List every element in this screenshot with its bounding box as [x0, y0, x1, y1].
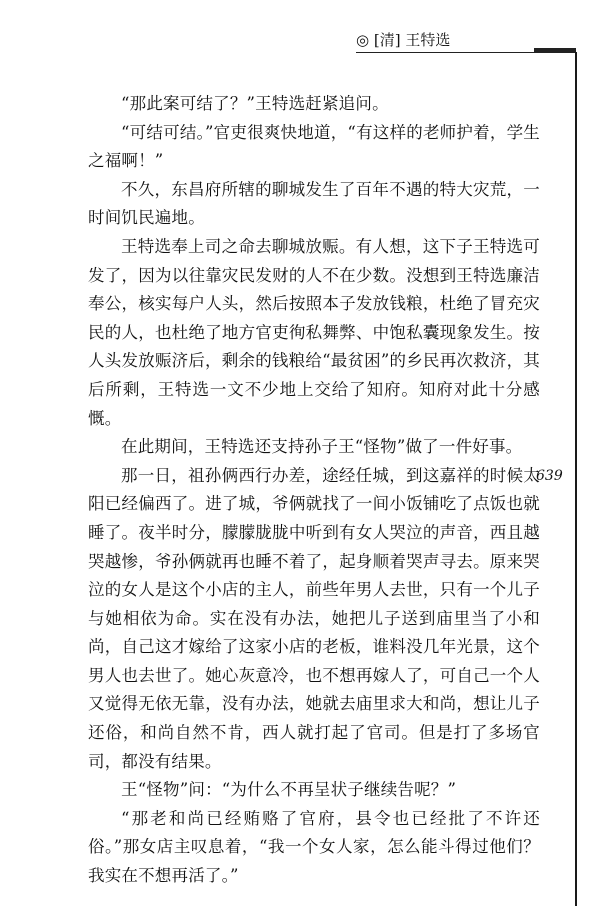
paragraph: “那此案可结了？”王特选赶紧追问。 — [121, 94, 389, 113]
header-rule-bar — [534, 48, 576, 53]
paragraph: 在此期间，王特选还支持孙子王“怪物”做了一件好事。 — [121, 437, 523, 457]
paragraph: “可结可结。”官吏很爽快地道，“有这样的老师护着，学生之福啊！” — [88, 122, 540, 171]
header-rule — [356, 52, 534, 53]
running-header — [356, 30, 576, 52]
page-number: 639 — [536, 468, 563, 484]
paragraph: “那老和尚已经贿赂了官府，县令也已经批了不许还俗。”那女店主叹息着，“我一个女人家，怎么能斗得过他们？我实在不想再活了。” — [88, 808, 540, 886]
paragraph: 王特选奉上司之命去聊城放赈。有人想，这下子王特选可发了，因为以往靠灾民发财的人不在少数。没想到王特选廉洁奉公，核实每户人头，然后按照本子发放钱粮，杜绝了冒充灾民的人，也杜绝了地方官吏徇私舞弊、中饱私囊现象发生。按人头发放赈济后，剩余的钱粮给“最贫困”的乡民再次救济，其后所剩，王特选一文不少地上交给了知府。知府对此十分感慨。 — [88, 236, 540, 428]
paragraph: 王“怪物”问：“为什么不再呈状子继续告呢？” — [121, 780, 457, 800]
paragraph: 那一日，祖孙俩西行办差，途经任城，到这嘉祥的时候太阳已经偏西了。进了城，爷俩就找了一间小饭铺吃了点饭也就睡了。夜半时分，朦朦胧胧中听到有女人哭泣的声音，西且越哭越惨，爷孙俩就再也睡不着了，起身顺着哭声寻去。原来哭泣的女人是这个小店的主人，前些年男人去世，只有一个儿子与她相依为命。实在没有办法，她把儿子送到庙里当了小和尚，自己这才嫁给了这家小店的老板，谁料没几年光景，这个男人也去世了。她心灰意冷，也不想再嫁人了，可自己一个人又觉得无依无靠，没有办法，她就去庙里求大和尚，想让儿子还俗，和尚自然不肯，西人就打起了官司。但是打了多场官司，都没有结果。 — [88, 465, 540, 771]
margin-rule — [575, 52, 577, 906]
header-title: ◎ [清] 王特选 — [356, 31, 451, 49]
body-text — [88, 90, 540, 891]
paragraph: 不久，东昌府所辖的聊城发生了百年不遇的特大灾荒，一时间饥民遍地。 — [88, 179, 540, 228]
